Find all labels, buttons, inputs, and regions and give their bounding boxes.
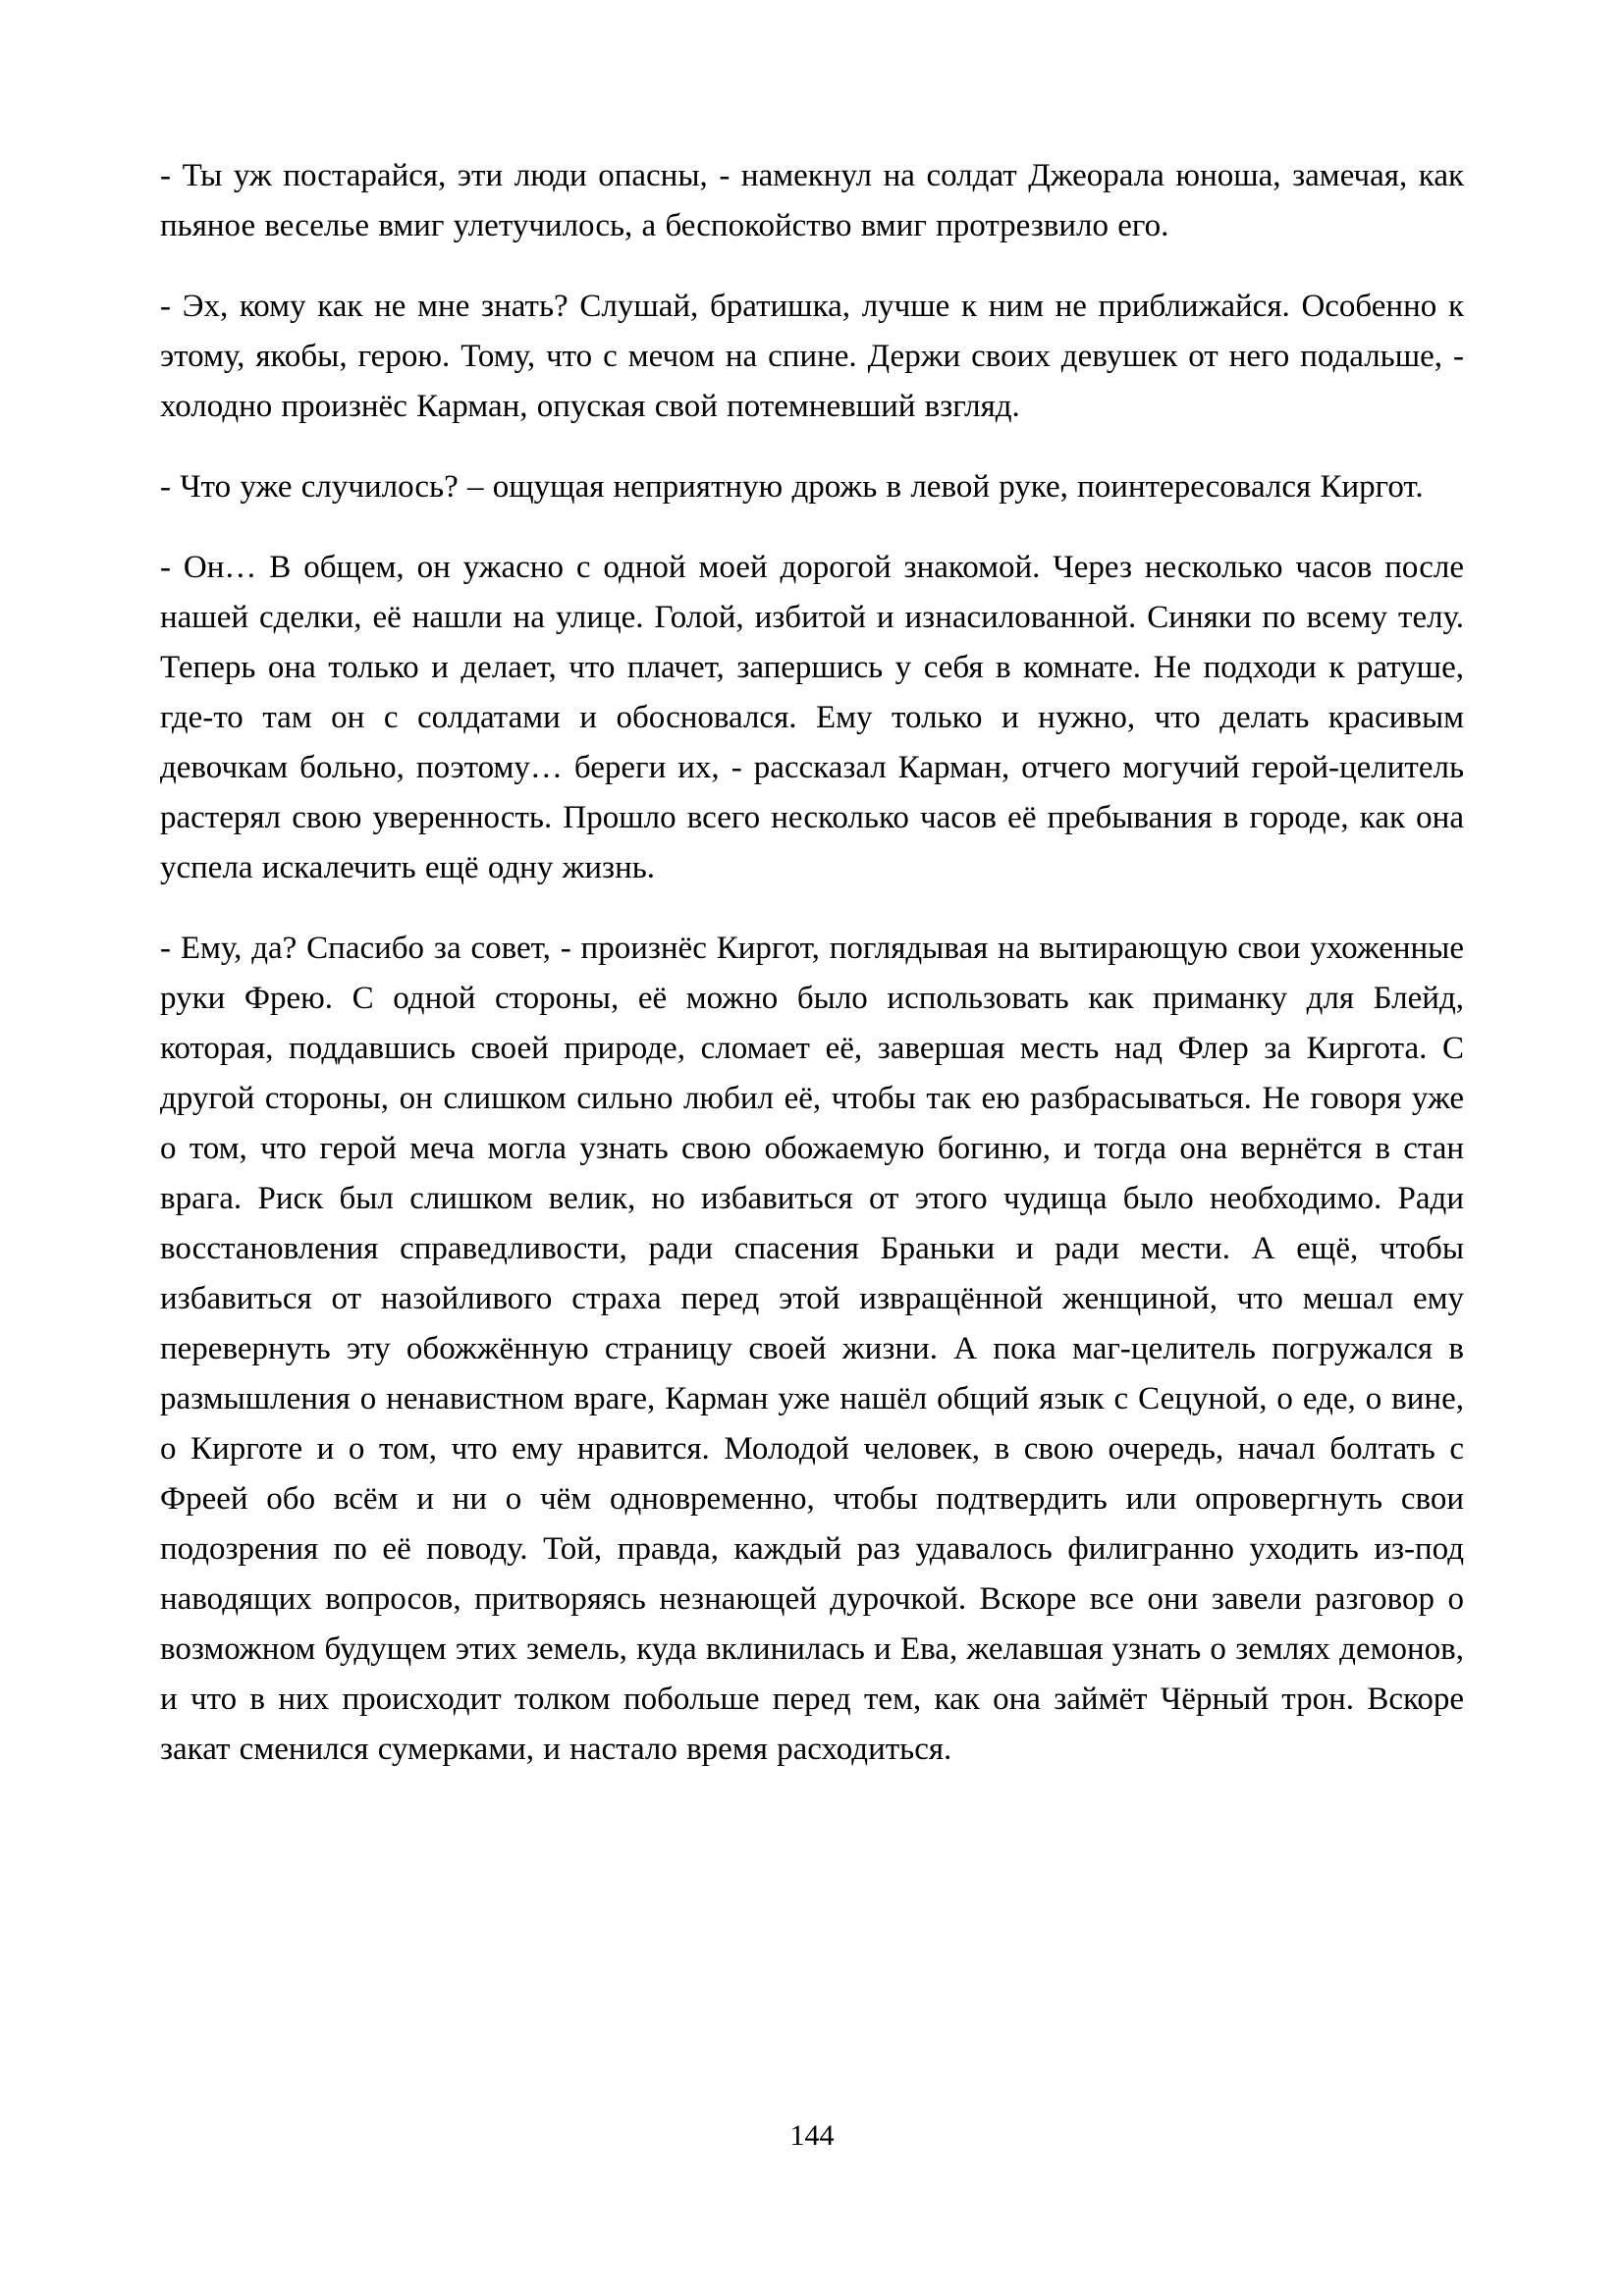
page-number: 144: [789, 2119, 835, 2152]
paragraph-dialogue-1: - Ты уж постарайся, эти люди опасны, - намекнул на солдат Джеорала юноша, замечая, как пьяное веселье вмиг улетучилось, а беспокойство вмиг протрезвило его.: [160, 158, 1464, 243]
paragraph-dialogue-5: - Ему, да? Спасибо за совет, - произнёс Киргот, поглядывая на вытирающую свои ухоженные руки Фрею. С одной стороны, её можно было использовать как приманку для Блейд, которая, поддавшись своей природе, сломает её, завершая месть над Флер за Киргота. С другой стороны, он слишком сильно любил её, чтобы так ею разбрасываться. Не говоря уже о том, что герой меча могла узнать свою обожаемую богиню, и тогда она вернётся в стан врага. Риск был слишком велик, но избавиться от этого чудища было необходимо. Ради восстановления справедливости, ради спасения Браньки и ради мести. А ещё, чтобы избавиться от назойливого страха перед этой извращённой женщиной, что мешал ему перевернуть эту обожжённую страницу своей жизни. А пока маг-целитель погружался в размышления о ненавистном враге, Карман уже нашёл общий язык с Сецуной, о еде, о вине, о Кирготе и о том, что ему нравится. Молодой человек, в свою очередь, начал болтать с Фреей обо всём и ни о чём одновременно, чтобы подтвердить или опровергнуть свои подозрения по её поводу. Той, правда, каждый раз удавалось филигранно уходить из-под наводящих вопросов, притворяясь незнающей дурочкой. Вскоре все они завели разговор о возможном будущем этих земель, куда вклинилась и Ева, желавшая узнать о землях демонов, и что в них происходит толком побольше перед тем, как она займёт Чёрный трон. Вскоре закат сменился сумерками, и настало время расходиться.: [160, 931, 1464, 1767]
paragraph-dialogue-3: - Что уже случилось? – ощущая неприятную дрожь в левой руке, поинтересовался Киргот.: [160, 469, 1424, 505]
text-block: [160, 151, 1464, 1805]
paragraph-dialogue-4: - Он… В общем, он ужасно с одной моей дорогой знакомой. Через несколько часов после нашей сделки, её нашли на улице. Голой, избитой и изнасилованной. Синяки по всему телу. Теперь она только и делает, что плачет, запершись у себя в комнате. Не подходи к ратуше, где-то там он с солдатами и обосновался. Ему только и нужно, что делать красивым девочкам больно, поэтому… береги их, - рассказал Карман, отчего могучий герой-целитель растерял свою уверенность. Прошло всего несколько часов её пребывания в городе, как она успела искалечить ещё одну жизнь.: [160, 550, 1464, 885]
paragraph-dialogue-2: - Эх, кому как не мне знать? Слушай, братишка, лучше к ним не приближайся. Особенно к этому, якобы, герою. Тому, что с мечом на спине. Держи своих девушек от него подальше, - холодно произнёс Карман, опуская свой потемневший взгляд.: [160, 289, 1464, 424]
